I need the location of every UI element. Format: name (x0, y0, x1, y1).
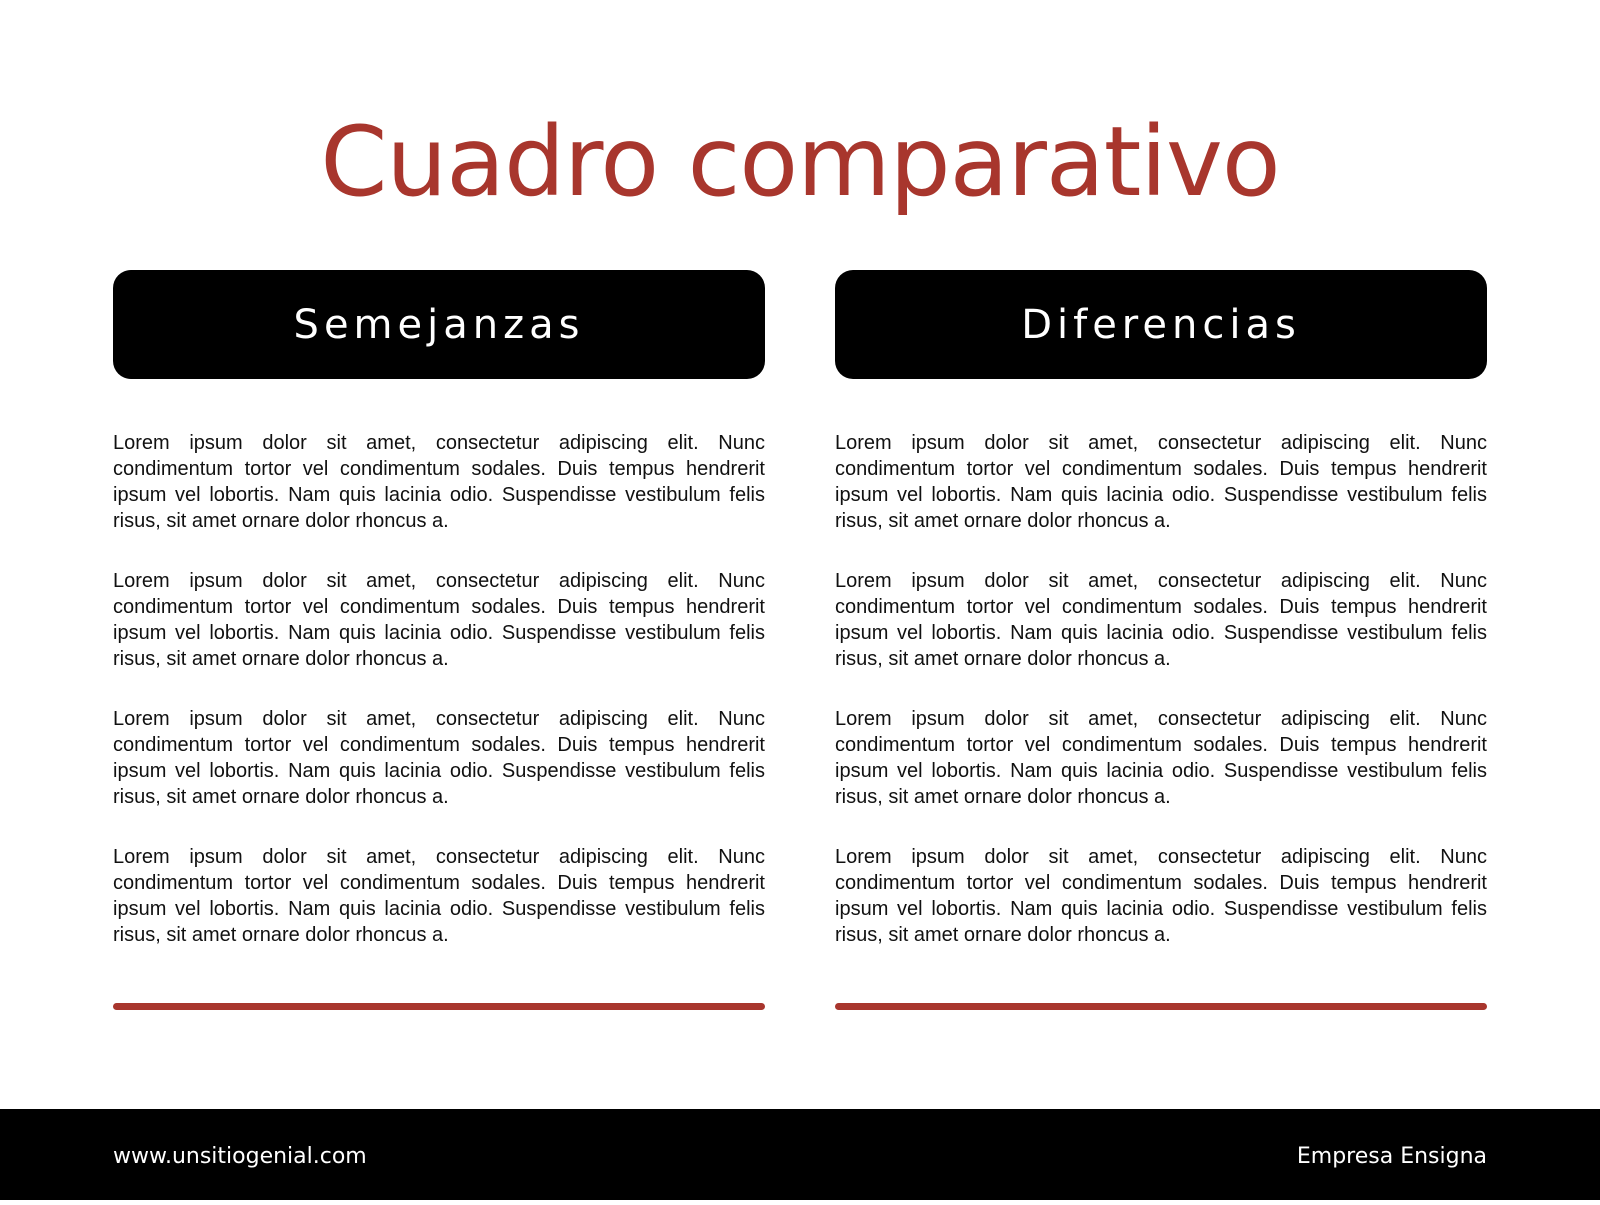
differences-column (835, 270, 1487, 982)
differences-paragraph-1: Lorem ipsum dolor sit amet, consectetur adipiscing elit. Nunc condimentum tortor vel condimentum sodales. Duis tempus hendrerit ipsum vel lobortis. Nam quis lacinia odio. Suspendisse vestibulum felis risus, sit amet ornare dolor rhoncus a. (835, 432, 1487, 532)
similarities-paragraph-2: Lorem ipsum dolor sit amet, consectetur adipiscing elit. Nunc condimentum tortor vel condimentum sodales. Duis tempus hendrerit ipsum vel lobortis. Nam quis lacinia odio. Suspendisse vestibulum felis risus, sit amet ornare dolor rhoncus a. (113, 570, 765, 670)
differences-paragraphs (835, 430, 1487, 948)
similarities-paragraph-1: Lorem ipsum dolor sit amet, consectetur adipiscing elit. Nunc condimentum tortor vel condimentum sodales. Duis tempus hendrerit ipsum vel lobortis. Nam quis lacinia odio. Suspendisse vestibulum felis risus, sit amet ornare dolor rhoncus a. (113, 432, 765, 532)
similarities-paragraph-4: Lorem ipsum dolor sit amet, consectetur adipiscing elit. Nunc condimentum tortor vel condimentum sodales. Duis tempus hendrerit ipsum vel lobortis. Nam quis lacinia odio. Suspendisse vestibulum felis risus, sit amet ornare dolor rhoncus a. (113, 846, 765, 946)
differences-divider (835, 1003, 1487, 1010)
differences-paragraph-3: Lorem ipsum dolor sit amet, consectetur adipiscing elit. Nunc condimentum tortor vel condimentum sodales. Duis tempus hendrerit ipsum vel lobortis. Nam quis lacinia odio. Suspendisse vestibulum felis risus, sit amet ornare dolor rhoncus a. (835, 708, 1487, 808)
similarities-paragraphs (113, 430, 765, 948)
page-title: Cuadro comparativo (320, 106, 1280, 218)
differences-header (835, 270, 1487, 379)
similarities-divider (113, 1003, 765, 1010)
similarities-header (113, 270, 765, 379)
differences-heading: Diferencias (1021, 301, 1301, 348)
footer-brand-name: Empresa Ensigna (1296, 1144, 1487, 1169)
footer-bar (0, 1109, 1600, 1200)
footer-website-link[interactable]: www.unsitiogenial.com (113, 1144, 367, 1169)
differences-paragraph-4: Lorem ipsum dolor sit amet, consectetur adipiscing elit. Nunc condimentum tortor vel condimentum sodales. Duis tempus hendrerit ipsum vel lobortis. Nam quis lacinia odio. Suspendisse vestibulum felis risus, sit amet ornare dolor rhoncus a. (835, 846, 1487, 946)
similarities-heading: Semejanzas (293, 301, 585, 348)
similarities-paragraph-3: Lorem ipsum dolor sit amet, consectetur adipiscing elit. Nunc condimentum tortor vel condimentum sodales. Duis tempus hendrerit ipsum vel lobortis. Nam quis lacinia odio. Suspendisse vestibulum felis risus, sit amet ornare dolor rhoncus a. (113, 708, 765, 808)
differences-paragraph-2: Lorem ipsum dolor sit amet, consectetur adipiscing elit. Nunc condimentum tortor vel condimentum sodales. Duis tempus hendrerit ipsum vel lobortis. Nam quis lacinia odio. Suspendisse vestibulum felis risus, sit amet ornare dolor rhoncus a. (835, 570, 1487, 670)
similarities-column (113, 270, 765, 982)
